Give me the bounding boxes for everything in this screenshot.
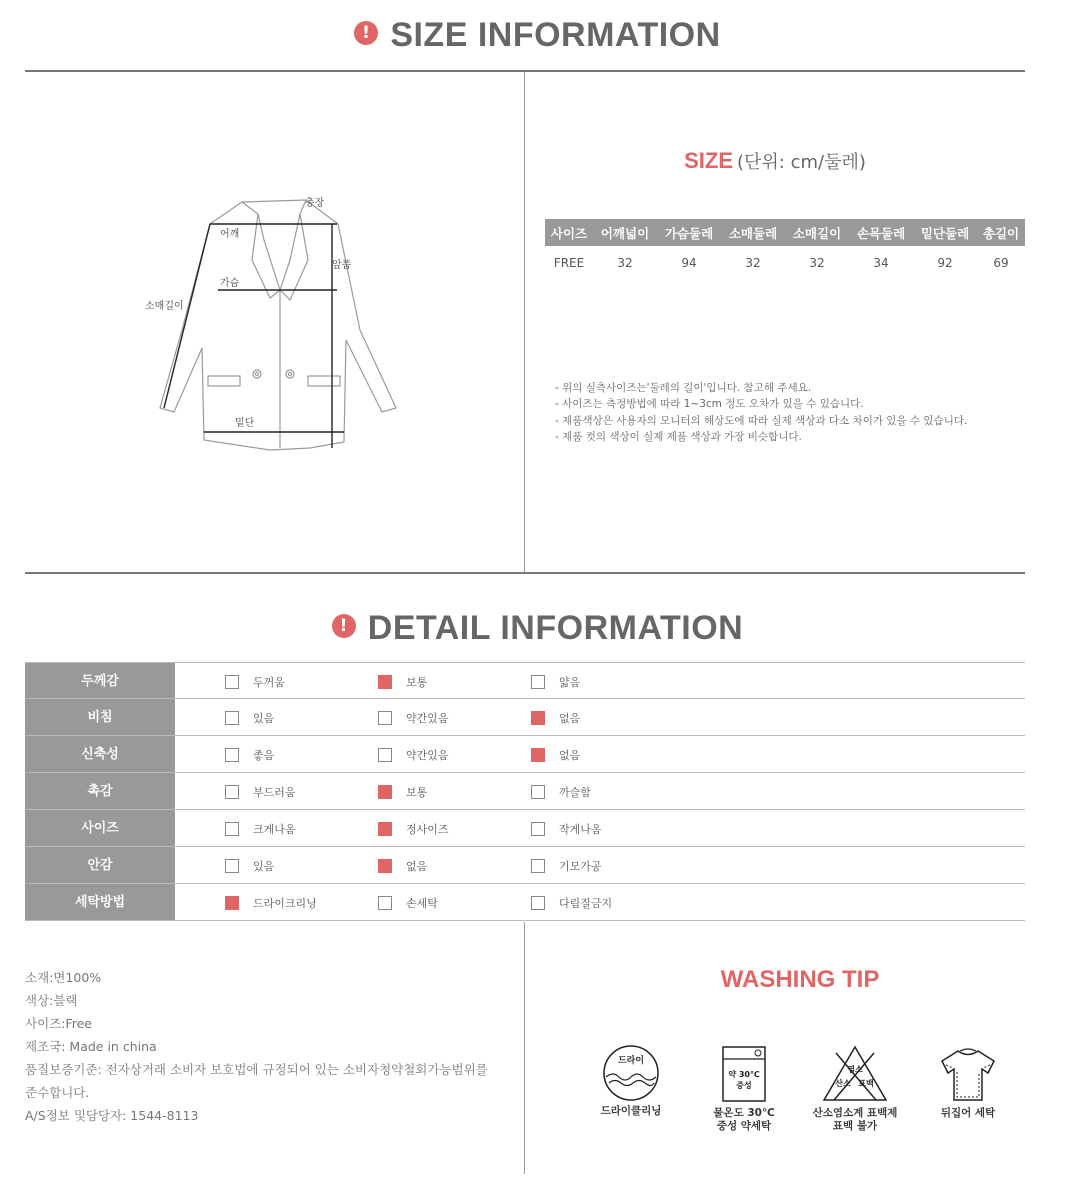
table-row bbox=[25, 662, 1025, 699]
jacket-outline-icon bbox=[130, 180, 420, 470]
detail-table bbox=[25, 662, 1025, 921]
divider bbox=[524, 922, 525, 1174]
option-label: 다림질금지 bbox=[559, 897, 613, 910]
table-cell: 34 bbox=[873, 256, 889, 270]
column-header: 밑단둘레 bbox=[913, 219, 977, 246]
detail-option bbox=[531, 784, 591, 800]
info-warranty-cont: 준수합니다. bbox=[25, 1085, 90, 1100]
checkbox-icon bbox=[531, 785, 545, 799]
no-bleach-icon bbox=[822, 1045, 888, 1103]
size-section-title: ! SIZE INFORMATION bbox=[0, 16, 1075, 55]
detail-option bbox=[531, 821, 602, 837]
detail-row-label: 사이즈 bbox=[25, 810, 175, 846]
alert-icon: ! bbox=[354, 21, 378, 45]
checkbox-icon bbox=[378, 748, 392, 762]
divider bbox=[25, 70, 1025, 72]
label-shoulder: 어깨 bbox=[220, 229, 240, 240]
detail-section-title: ! DETAIL INFORMATION bbox=[0, 609, 1075, 648]
detail-option bbox=[531, 858, 602, 874]
checkbox-icon bbox=[531, 822, 545, 836]
detail-option bbox=[378, 821, 449, 837]
detail-row-label: 촉감 bbox=[25, 773, 175, 809]
detail-row-label: 비침 bbox=[25, 699, 175, 735]
detail-option bbox=[531, 895, 612, 911]
checkbox-icon bbox=[531, 675, 545, 689]
size-table bbox=[545, 219, 1025, 280]
detail-option bbox=[225, 895, 317, 911]
checkbox-checked-icon bbox=[378, 859, 392, 873]
table-row bbox=[545, 246, 1025, 280]
table-row bbox=[25, 847, 1025, 884]
wash-item-30c bbox=[689, 1045, 799, 1133]
table-cell: 92 bbox=[937, 256, 953, 270]
checkbox-icon bbox=[378, 896, 392, 910]
washing-tip-title: WASHING TIP bbox=[720, 966, 880, 993]
option-label: 까슬함 bbox=[559, 786, 591, 799]
detail-option bbox=[378, 747, 449, 763]
detail-row-label: 세탁방법 bbox=[25, 884, 175, 920]
product-info bbox=[25, 966, 520, 1127]
column-header: 소매둘레 bbox=[721, 219, 785, 246]
jacket-diagram bbox=[130, 180, 420, 470]
detail-option bbox=[378, 674, 427, 690]
option-label: 있음 bbox=[253, 860, 275, 873]
dry-clean-icon bbox=[601, 1045, 661, 1101]
checkbox-icon bbox=[531, 896, 545, 910]
column-header: 가슴둘레 bbox=[657, 219, 721, 246]
note-line: - 사이즈는 측정방법에 따라 1~3cm 정도 오차가 있을 수 있습니다. bbox=[555, 398, 864, 411]
size-table-header bbox=[545, 219, 1025, 246]
table-cell: FREE bbox=[553, 256, 585, 270]
option-label: 없음 bbox=[559, 749, 581, 762]
checkbox-icon bbox=[531, 859, 545, 873]
detail-option bbox=[225, 784, 296, 800]
svg-text:염소: 염소 bbox=[847, 1065, 863, 1074]
table-row bbox=[25, 884, 1025, 921]
info-warranty: 품질보증기준: 전자상거래 소비자 보호법에 규정되어 있는 소비자청약철회가능범위를 bbox=[25, 1062, 488, 1077]
inside-out-icon bbox=[938, 1045, 998, 1103]
table-cell: 69 bbox=[993, 256, 1009, 270]
option-label: 드라이크리닝 bbox=[253, 897, 317, 910]
checkbox-icon bbox=[225, 748, 239, 762]
checkbox-checked-icon bbox=[378, 785, 392, 799]
checkbox-checked-icon bbox=[531, 748, 545, 762]
svg-text:중성: 중성 bbox=[736, 1081, 752, 1090]
column-header: 손목둘레 bbox=[849, 219, 913, 246]
detail-option bbox=[531, 710, 580, 726]
note-line: - 제품색상은 사용자의 모니터의 해상도에 따라 실제 색상과 다소 차이가 있을 수 있습니다. bbox=[555, 414, 968, 427]
option-label: 두꺼움 bbox=[253, 676, 285, 689]
detail-option bbox=[225, 747, 274, 763]
svg-text:산소: 산소 bbox=[835, 1079, 851, 1088]
option-label: 보통 bbox=[406, 786, 428, 799]
checkbox-icon bbox=[225, 711, 239, 725]
size-heading: SIZE (단위: cm/둘레) bbox=[684, 148, 866, 173]
checkbox-checked-icon bbox=[225, 896, 239, 910]
column-header: 사이즈 bbox=[545, 219, 593, 246]
detail-row-label: 두께감 bbox=[25, 663, 175, 698]
info-color: 색상:블랙 bbox=[25, 993, 78, 1008]
option-label: 있음 bbox=[253, 712, 275, 725]
detail-option bbox=[378, 858, 427, 874]
wash-item-no-bleach bbox=[800, 1045, 910, 1133]
detail-option bbox=[225, 674, 285, 690]
option-label: 얇음 bbox=[559, 676, 581, 689]
table-row bbox=[25, 699, 1025, 736]
label-hem: 밑단 bbox=[235, 418, 255, 429]
table-row bbox=[25, 773, 1025, 810]
checkbox-checked-icon bbox=[531, 711, 545, 725]
option-label: 보통 bbox=[406, 676, 428, 689]
svg-text:드라이: 드라이 bbox=[617, 1056, 645, 1066]
table-row bbox=[25, 736, 1025, 773]
checkbox-checked-icon bbox=[378, 675, 392, 689]
note-line: - 위의 실측사이즈는'둘레의 길이'입니다. 참고해 주세요. bbox=[555, 382, 812, 394]
note-line: - 제품 컷의 색상이 실제 제품 색상과 가장 비슷합니다. bbox=[555, 430, 802, 443]
size-notes bbox=[555, 380, 967, 445]
checkbox-icon bbox=[225, 822, 239, 836]
option-label: 손세탁 bbox=[406, 897, 438, 910]
info-material: 소재:면100% bbox=[25, 970, 102, 985]
detail-row-label: 안감 bbox=[25, 847, 175, 883]
wash-label: 산소염소계 표백제 표백 불가 bbox=[812, 1107, 898, 1132]
divider bbox=[524, 72, 525, 572]
label-total-length: 총장 bbox=[305, 198, 325, 209]
option-label: 좋음 bbox=[253, 749, 275, 762]
detail-option bbox=[225, 710, 274, 726]
checkbox-icon bbox=[225, 675, 239, 689]
alert-icon: ! bbox=[332, 614, 356, 638]
info-origin: 제조국: Made in china bbox=[25, 1039, 157, 1054]
detail-option bbox=[378, 710, 449, 726]
checkbox-checked-icon bbox=[378, 822, 392, 836]
option-label: 없음 bbox=[406, 860, 428, 873]
table-cell: 32 bbox=[745, 256, 761, 270]
detail-row-label: 신축성 bbox=[25, 736, 175, 772]
checkbox-icon bbox=[378, 711, 392, 725]
column-header: 어깨넓이 bbox=[593, 219, 657, 246]
table-cell: 32 bbox=[809, 256, 825, 270]
detail-option bbox=[531, 747, 580, 763]
option-label: 크게나옴 bbox=[253, 823, 296, 836]
table-row bbox=[25, 810, 1025, 847]
option-label: 약간있음 bbox=[406, 712, 449, 725]
table-cell: 32 bbox=[617, 256, 633, 270]
detail-option bbox=[225, 821, 296, 837]
info-as-contact: A/S정보 및담당자: 1544-8113 bbox=[25, 1108, 199, 1123]
label-sleeve: 소매길이 bbox=[145, 301, 184, 312]
option-label: 약간있음 bbox=[406, 749, 449, 762]
checkbox-icon bbox=[225, 859, 239, 873]
svg-text:표백: 표백 bbox=[858, 1079, 874, 1088]
divider bbox=[25, 572, 1025, 574]
column-header: 총길이 bbox=[977, 219, 1025, 246]
label-front: 앞품 bbox=[332, 260, 352, 271]
detail-option bbox=[378, 784, 427, 800]
detail-option bbox=[378, 895, 438, 911]
checkbox-icon bbox=[225, 785, 239, 799]
column-header: 소매길이 bbox=[785, 219, 849, 246]
wash-item-dry-clean: 드라이 드라이클리닝 bbox=[576, 1045, 686, 1118]
option-label: 없음 bbox=[559, 712, 581, 725]
wash-label: 물온도 30℃ 중성 약세탁 bbox=[713, 1107, 775, 1132]
info-size: 사이즈:Free bbox=[25, 1016, 92, 1031]
wash-30-icon bbox=[721, 1045, 767, 1103]
wash-item-inside-out: 뒤집어 세탁 bbox=[913, 1045, 1023, 1120]
detail-option bbox=[225, 858, 274, 874]
option-label: 기모가공 bbox=[559, 860, 602, 873]
svg-text:약 30℃: 약 30℃ bbox=[728, 1070, 760, 1079]
option-label: 정사이즈 bbox=[406, 823, 449, 836]
detail-option bbox=[531, 674, 580, 690]
option-label: 작게나옴 bbox=[559, 823, 602, 836]
option-label: 부드러움 bbox=[253, 786, 296, 799]
label-chest: 가슴 bbox=[220, 278, 240, 289]
table-cell: 94 bbox=[681, 256, 697, 270]
